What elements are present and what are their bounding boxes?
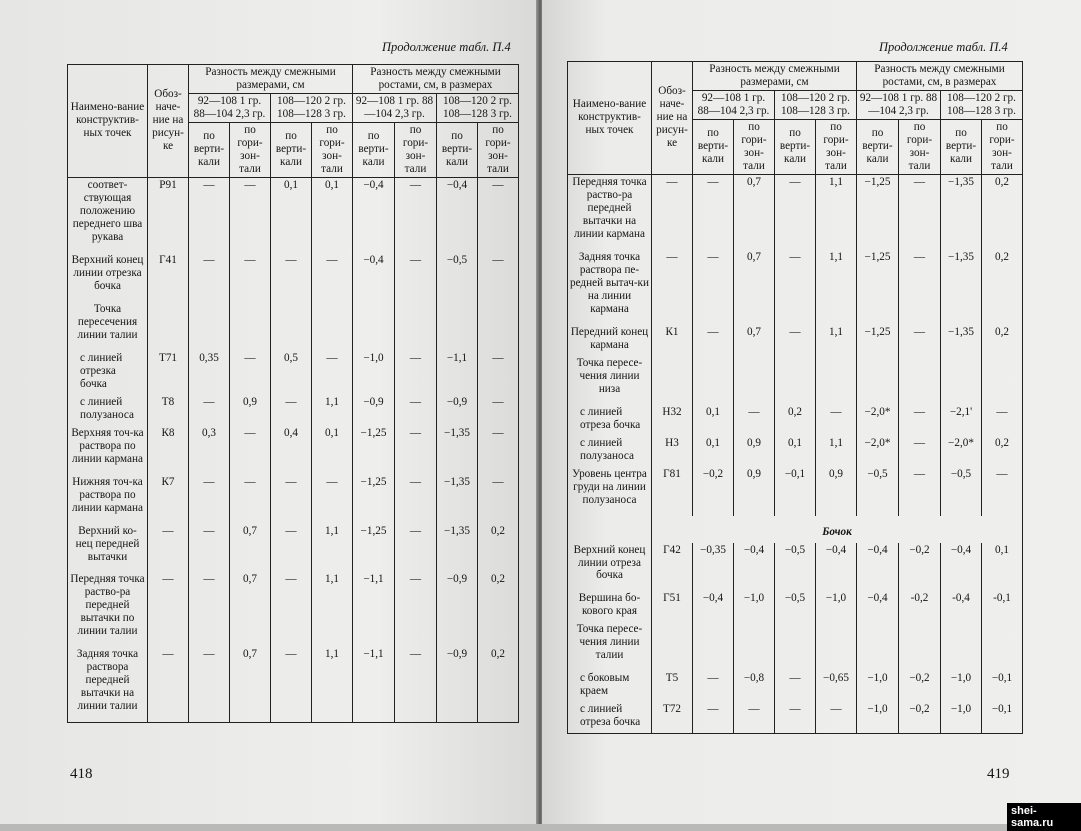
value-cell: — (775, 174, 816, 249)
table-body (68, 177, 519, 722)
table-row (68, 572, 519, 647)
value-cell: −1,35 (941, 325, 982, 356)
header-group-heights: Разность между смежными ростами, см, в размерах (353, 65, 519, 94)
header-group-heights: Разность между смежными ростами, см, в размерах (857, 62, 1023, 91)
point-name: Верхний конец линии отреза бочка (568, 543, 652, 592)
value-cell: — (816, 702, 857, 733)
value-cell: −0,2 (693, 467, 734, 516)
value-cell: — (982, 405, 1023, 436)
table-row (568, 702, 1023, 733)
value-cell: — (395, 524, 437, 573)
value-cell: 1,1 (312, 395, 353, 426)
value-cell: −1,25 (857, 174, 899, 249)
header-vertical: по верти-кали (271, 122, 312, 177)
table-right (567, 61, 1023, 734)
value-cell: −1,25 (353, 524, 395, 573)
header-row (568, 62, 1023, 91)
value-cell: — (899, 174, 941, 249)
value-cell (437, 302, 478, 351)
point-code (148, 302, 189, 351)
value-cell (857, 356, 899, 405)
point-code: Т71 (148, 351, 189, 395)
value-cell: −1,25 (353, 426, 395, 475)
table-row (68, 351, 519, 395)
value-cell: 0,2 (982, 325, 1023, 356)
table-row (68, 177, 519, 252)
value-cell: — (271, 475, 312, 524)
value-cell: −0,35 (693, 543, 734, 592)
value-cell: — (395, 426, 437, 475)
point-code: — (652, 250, 693, 325)
header-vertical: по верти-кали (775, 119, 816, 174)
value-cell: — (189, 253, 230, 302)
value-cell: −2,0* (941, 436, 982, 467)
value-cell: 0,7 (230, 572, 271, 647)
header-group-sizes: Разность между смежными размерами, см (189, 65, 353, 94)
value-cell: — (271, 253, 312, 302)
table-row (568, 543, 1023, 592)
point-name: Точка пересе-чения линии низа (568, 356, 652, 405)
header-name: Наимено-вание конструктив-ных точек (568, 62, 652, 175)
value-cell: — (395, 351, 437, 395)
value-cell: — (189, 475, 230, 524)
value-cell: 0,5 (271, 351, 312, 395)
value-cell (941, 622, 982, 671)
value-cell: −1,35 (437, 426, 478, 475)
header-horizontal: по гори-зон-тали (982, 119, 1023, 174)
point-code: Т72 (652, 702, 693, 733)
value-cell: −1,0 (816, 591, 857, 622)
point-name: Передняя точка раство-ра передней вытачки по линии талии (68, 572, 148, 647)
value-cell: −0,9 (437, 647, 478, 722)
point-name: соответ-ствующая положению переднего шва рукава (68, 177, 148, 252)
value-cell: — (478, 475, 519, 524)
value-cell: — (775, 671, 816, 702)
value-cell (312, 302, 353, 351)
value-cell (353, 302, 395, 351)
value-cell: 0,1 (271, 177, 312, 252)
section-name-blank (568, 516, 652, 543)
point-name: Вершина бо-кового края (568, 591, 652, 622)
value-cell: — (271, 647, 312, 722)
value-cell (734, 622, 775, 671)
value-cell: — (271, 395, 312, 426)
table-row (568, 405, 1023, 436)
point-code: Т5 (652, 671, 693, 702)
value-cell: −0,1 (982, 702, 1023, 733)
value-cell: -0,4 (941, 591, 982, 622)
value-cell: −0,4 (353, 253, 395, 302)
value-cell: −0,4 (857, 543, 899, 592)
value-cell: 0,1 (312, 426, 353, 475)
value-cell: 0,9 (230, 395, 271, 426)
value-cell (816, 356, 857, 405)
value-cell (941, 356, 982, 405)
value-cell (734, 356, 775, 405)
value-cell: 0,4 (271, 426, 312, 475)
header-range: 108—120 2 гр. 108—128 3 гр. (775, 90, 857, 119)
table-row (68, 475, 519, 524)
value-cell: −0,65 (816, 671, 857, 702)
value-cell: — (478, 177, 519, 252)
header-code: Обоз-наче-ние на рисун-ке (652, 62, 693, 175)
value-cell (899, 622, 941, 671)
value-cell: −1,0 (734, 591, 775, 622)
point-name: с боковым краем (568, 671, 652, 702)
point-name: Верхний конец линии отрезка бочка (68, 253, 148, 302)
table-left (67, 64, 519, 723)
header-vertical: по верти-кали (693, 119, 734, 174)
point-code (652, 356, 693, 405)
point-code: К1 (652, 325, 693, 356)
header-group-sizes: Разность между смежными размерами, см (693, 62, 857, 91)
value-cell: — (899, 250, 941, 325)
value-cell: 0,2 (478, 647, 519, 722)
point-name: Точка пересе-чения линии талии (568, 622, 652, 671)
value-cell (693, 356, 734, 405)
table-row (568, 436, 1023, 467)
value-cell: −0,5 (775, 543, 816, 592)
value-cell: −1,35 (437, 475, 478, 524)
right-page (542, 0, 1081, 824)
value-cell: −2,0* (857, 436, 899, 467)
point-name: с линией отреза бочка (568, 702, 652, 733)
value-cell: 0,2 (982, 436, 1023, 467)
value-cell: 1,1 (816, 174, 857, 249)
value-cell: −0,2 (899, 543, 941, 592)
value-cell: — (189, 524, 230, 573)
value-cell: — (395, 475, 437, 524)
value-cell: −0,4 (816, 543, 857, 592)
header-range: 92—108 1 гр. 88—104 2,3 гр. (353, 93, 437, 122)
value-cell: −2,1' (941, 405, 982, 436)
value-cell: 0,1 (693, 405, 734, 436)
value-cell: — (816, 405, 857, 436)
point-code: — (148, 647, 189, 722)
point-code: — (652, 174, 693, 249)
value-cell: — (899, 436, 941, 467)
value-cell: 0,35 (189, 351, 230, 395)
value-cell: — (230, 177, 271, 252)
value-cell: — (478, 426, 519, 475)
table-row (68, 524, 519, 573)
value-cell: -0,1 (982, 591, 1023, 622)
table-row (568, 356, 1023, 405)
value-cell: −0,4 (857, 591, 899, 622)
point-name: Задняя точка раствора передней вытачки на линии талии (68, 647, 148, 722)
watermark: shei-sama.ru (1007, 803, 1081, 831)
value-cell: 0,1 (982, 543, 1023, 592)
point-code: — (148, 524, 189, 573)
value-cell: — (478, 351, 519, 395)
value-cell: −1,35 (437, 524, 478, 573)
header-range: 92—108 1 гр. 88—104 2,3 гр. (189, 93, 271, 122)
value-cell: 0,2 (982, 174, 1023, 249)
value-cell: −1,0 (941, 702, 982, 733)
table-row (568, 325, 1023, 356)
value-cell (816, 622, 857, 671)
point-name: Передняя точка раство-ра передней вытачки на линии кармана (568, 174, 652, 249)
value-cell: −0,5 (775, 591, 816, 622)
value-cell: −0,9 (353, 395, 395, 426)
point-code: Т8 (148, 395, 189, 426)
point-code: — (148, 572, 189, 647)
value-cell: — (899, 467, 941, 516)
value-cell: — (693, 325, 734, 356)
value-cell: — (189, 647, 230, 722)
value-cell: — (734, 405, 775, 436)
value-cell: — (693, 702, 734, 733)
value-cell: — (775, 250, 816, 325)
value-cell: — (734, 702, 775, 733)
value-cell: −0,4 (437, 177, 478, 252)
value-cell: 0,7 (734, 250, 775, 325)
left-page (0, 0, 538, 824)
table-row (568, 467, 1023, 516)
value-cell (189, 302, 230, 351)
table-row (68, 647, 519, 722)
value-cell: 0,2 (982, 250, 1023, 325)
header-horizontal: по гори-зон-тали (395, 122, 437, 177)
value-cell: 0,1 (693, 436, 734, 467)
value-cell: 1,1 (816, 436, 857, 467)
value-cell: 0,7 (230, 524, 271, 573)
value-cell (775, 356, 816, 405)
value-cell: 0,7 (734, 325, 775, 356)
table-row (68, 253, 519, 302)
point-name: Передний конец кармана (568, 325, 652, 356)
table-body (568, 174, 1023, 733)
value-cell: — (312, 475, 353, 524)
point-code: Г51 (652, 591, 693, 622)
value-cell: −0,5 (437, 253, 478, 302)
value-cell: — (189, 177, 230, 252)
value-cell: −1,25 (353, 475, 395, 524)
value-cell (982, 356, 1023, 405)
table-row (568, 174, 1023, 249)
point-code: К7 (148, 475, 189, 524)
table-row (68, 302, 519, 351)
value-cell: 0,9 (734, 467, 775, 516)
value-cell: −0,1 (775, 467, 816, 516)
value-cell: −1,0 (941, 671, 982, 702)
header-vertical: по верти-кали (353, 122, 395, 177)
table-row (568, 250, 1023, 325)
point-code: Г42 (652, 543, 693, 592)
value-cell (693, 622, 734, 671)
table-row (68, 395, 519, 426)
value-cell: — (230, 253, 271, 302)
continuation-label-left: Продолжение табл. П.4 (382, 40, 511, 54)
value-cell: — (312, 351, 353, 395)
table-row (568, 591, 1023, 622)
point-code: Г81 (652, 467, 693, 516)
value-cell: −1,35 (941, 174, 982, 249)
value-cell: −1,1 (353, 572, 395, 647)
value-cell (857, 622, 899, 671)
value-cell: −1,1 (437, 351, 478, 395)
value-cell: — (395, 395, 437, 426)
value-cell: 1,1 (816, 250, 857, 325)
value-cell: -0,2 (899, 591, 941, 622)
point-name: Уровень центра груди на линии полузаноса (568, 467, 652, 516)
header-range: 92—108 1 гр. 88—104 2,3 гр. (857, 90, 941, 119)
value-cell: 1,1 (816, 325, 857, 356)
value-cell: 1,1 (312, 647, 353, 722)
point-code: Р91 (148, 177, 189, 252)
value-cell: — (189, 395, 230, 426)
value-cell: — (982, 467, 1023, 516)
section-row (568, 516, 1023, 543)
value-cell: — (271, 572, 312, 647)
value-cell: — (395, 647, 437, 722)
value-cell: — (693, 250, 734, 325)
header-name: Наимено-вание конструктив-ных точек (68, 65, 148, 178)
value-cell: −0,4 (941, 543, 982, 592)
value-cell: −1,25 (857, 250, 899, 325)
value-cell: 0,1 (775, 436, 816, 467)
point-code: Н3 (652, 436, 693, 467)
value-cell (775, 622, 816, 671)
point-name: Точка пересечения линии талии (68, 302, 148, 351)
value-cell: −0,4 (693, 591, 734, 622)
header-horizontal: по гори-зон-тали (230, 122, 271, 177)
value-cell (899, 356, 941, 405)
value-cell: 0,2 (775, 405, 816, 436)
header-code: Обоз-наче-ние на рисун-ке (148, 65, 189, 178)
value-cell: — (230, 475, 271, 524)
value-cell: −0,9 (437, 395, 478, 426)
header-range: 92—108 1 гр. 88—104 2,3 гр. (693, 90, 775, 119)
header-horizontal: по гори-зон-тали (899, 119, 941, 174)
header-horizontal: по гори-зон-тали (478, 122, 519, 177)
value-cell: −2,0* (857, 405, 899, 436)
value-cell: −0,5 (941, 467, 982, 516)
value-cell: 1,1 (312, 524, 353, 573)
point-name: с линией отреза бочка (568, 405, 652, 436)
value-cell (230, 302, 271, 351)
value-cell: — (230, 426, 271, 475)
point-code (652, 622, 693, 671)
value-cell: −1,0 (353, 351, 395, 395)
value-cell: 0,7 (230, 647, 271, 722)
header-vertical: по верти-кали (437, 122, 478, 177)
value-cell: — (189, 572, 230, 647)
value-cell: — (775, 702, 816, 733)
value-cell: — (899, 325, 941, 356)
value-cell: −1,0 (857, 702, 899, 733)
header-range: 108—120 2 гр. 108—128 3 гр. (437, 93, 519, 122)
point-code: Н32 (652, 405, 693, 436)
header-horizontal: по гори-зон-тали (816, 119, 857, 174)
value-cell (982, 622, 1023, 671)
value-cell: −1,1 (353, 647, 395, 722)
value-cell: — (478, 395, 519, 426)
value-cell: −0,1 (982, 671, 1023, 702)
value-cell: −0,8 (734, 671, 775, 702)
value-cell: — (775, 325, 816, 356)
value-cell: −0,4 (353, 177, 395, 252)
value-cell: 0,3 (189, 426, 230, 475)
page-number-left: 418 (70, 766, 93, 782)
point-name: с линией полузаноса (568, 436, 652, 467)
value-cell: 0,2 (478, 572, 519, 647)
value-cell: — (693, 671, 734, 702)
value-cell (395, 302, 437, 351)
header-range: 108—120 2 гр. 108—128 3 гр. (941, 90, 1023, 119)
value-cell: −1,0 (857, 671, 899, 702)
value-cell: 0,2 (478, 524, 519, 573)
value-cell (478, 302, 519, 351)
point-name: Верхняя точ-ка раствора по линии кармана (68, 426, 148, 475)
value-cell: −0,4 (734, 543, 775, 592)
point-name: с линией полузаноса (68, 395, 148, 426)
value-cell: −0,9 (437, 572, 478, 647)
value-cell: — (395, 253, 437, 302)
value-cell: — (693, 174, 734, 249)
value-cell: 0,9 (816, 467, 857, 516)
header-row (68, 65, 519, 94)
table-row (568, 671, 1023, 702)
value-cell: — (312, 253, 353, 302)
point-code: Г41 (148, 253, 189, 302)
value-cell (271, 302, 312, 351)
point-name: Задняя точка раствора пе-редней вытач-ки на линии кармана (568, 250, 652, 325)
continuation-label-right: Продолжение табл. П.4 (879, 40, 1008, 54)
value-cell: 0,9 (734, 436, 775, 467)
value-cell: — (230, 351, 271, 395)
table-row (568, 622, 1023, 671)
header-range: 108—120 2 гр. 108—128 3 гр. (271, 93, 353, 122)
value-cell: −1,25 (857, 325, 899, 356)
value-cell: — (478, 253, 519, 302)
section-label: Бочок (652, 516, 1023, 543)
table-header (568, 62, 1023, 175)
value-cell: — (395, 572, 437, 647)
page-number-right: 419 (987, 766, 1010, 782)
point-code: К8 (148, 426, 189, 475)
header-horizontal: по гори-зон-тали (312, 122, 353, 177)
value-cell: 0,1 (312, 177, 353, 252)
value-cell: −1,35 (941, 250, 982, 325)
point-name: Верхний ко-нец передней вытачки (68, 524, 148, 573)
value-cell: — (271, 524, 312, 573)
header-vertical: по верти-кали (857, 119, 899, 174)
point-name: Нижняя точ-ка раствора по линии кармана (68, 475, 148, 524)
table-header (68, 65, 519, 178)
value-cell: — (395, 177, 437, 252)
value-cell: 1,1 (312, 572, 353, 647)
value-cell: −0,5 (857, 467, 899, 516)
value-cell: 0,7 (734, 174, 775, 249)
point-name: с линией отрезка бочка (68, 351, 148, 395)
table-row (68, 426, 519, 475)
header-vertical: по верти-кали (941, 119, 982, 174)
header-vertical: по верти-кали (189, 122, 230, 177)
header-horizontal: по гори-зон-тали (734, 119, 775, 174)
value-cell: −0,2 (899, 702, 941, 733)
value-cell: −0,2 (899, 671, 941, 702)
value-cell: — (899, 405, 941, 436)
